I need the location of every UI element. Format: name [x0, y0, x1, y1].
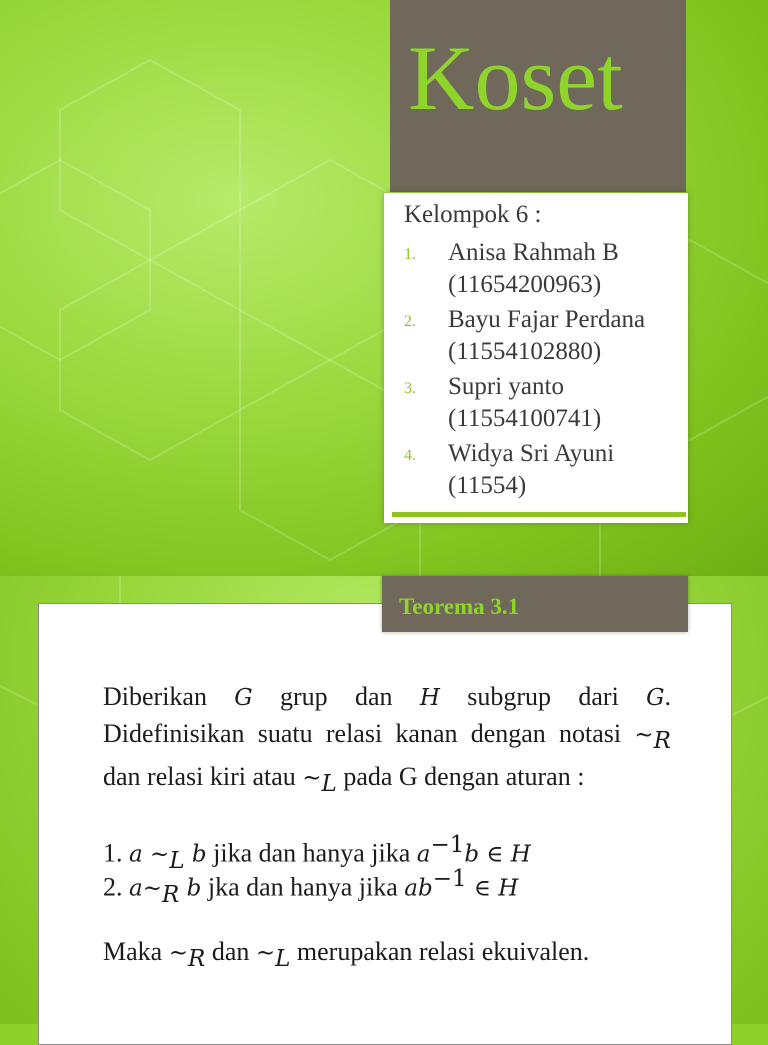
- group-label: Kelompok 6 :: [404, 201, 542, 228]
- text-run: merupakan relasi ekuivalen.: [290, 937, 590, 966]
- math-symbol: ∼: [302, 765, 322, 792]
- list-item: [404, 304, 684, 368]
- math-symbol: G: [646, 685, 665, 711]
- title-panel: [390, 0, 686, 192]
- theorem-content-box: [38, 603, 732, 1045]
- theorem-heading: Teorema 3.1: [399, 594, 520, 619]
- member-name: Supri yanto: [448, 373, 564, 400]
- list-item: [404, 237, 684, 301]
- math-symbol: G: [234, 685, 253, 711]
- math-symbol: a: [129, 875, 143, 902]
- math-symbol: b ∈ H: [464, 841, 531, 868]
- math-subscript: L: [275, 946, 291, 973]
- math-superscript: −1: [430, 832, 465, 858]
- member-id: (11554102880): [448, 338, 602, 365]
- math-symbol: ∈ H: [466, 875, 519, 902]
- member-name: Bayu Fajar Perdana: [448, 306, 646, 333]
- group-info-panel: [384, 193, 688, 523]
- text-run: Diberikan: [103, 682, 235, 711]
- list-number: 3.: [404, 380, 416, 397]
- math-subscript: R: [653, 728, 671, 755]
- math-symbol: a: [129, 841, 143, 868]
- math-subscript: L: [321, 771, 337, 798]
- text-run: jika dan hanya jika: [206, 838, 417, 868]
- theorem-heading-panel: [382, 576, 688, 632]
- list-item: [404, 438, 684, 502]
- math-subscript: L: [169, 847, 185, 874]
- member-id: (11554): [448, 472, 527, 499]
- math-subscript: R: [187, 946, 206, 973]
- list-number: 2.: [404, 313, 416, 330]
- math-symbol: H: [419, 685, 440, 711]
- text-run: dan: [205, 937, 256, 966]
- math-symbol: ∼: [142, 875, 162, 902]
- math-symbol: b: [184, 841, 207, 868]
- math-symbol: ∼: [634, 722, 654, 748]
- text-run: 1.: [103, 838, 129, 868]
- math-subscript: R: [162, 881, 180, 908]
- list-item: [404, 371, 684, 435]
- member-name: Anisa Rahmah B: [448, 239, 619, 266]
- member-id: (11554100741): [448, 405, 602, 432]
- text-run: Maka: [103, 937, 169, 966]
- math-symbol: b: [179, 875, 202, 902]
- math-superscript: −1: [432, 866, 467, 892]
- text-run: jka dan hanya jika: [201, 872, 405, 902]
- text-run: grup dan: [252, 682, 420, 711]
- list-number: 1.: [404, 246, 416, 263]
- text-run: subgrup dari: [439, 682, 647, 711]
- list-number: 4.: [404, 447, 416, 464]
- member-id: (11654200963): [448, 271, 602, 298]
- theorem-paragraph: [103, 679, 671, 802]
- math-symbol: ∼: [168, 940, 188, 966]
- text-run: dan relasi kiri atau: [103, 762, 303, 792]
- rule-2: [103, 866, 518, 908]
- math-symbol: ∼: [142, 841, 170, 868]
- conclusion: [103, 937, 589, 972]
- math-symbol: a: [416, 841, 431, 868]
- math-symbol: ∼: [255, 940, 276, 966]
- member-name: Widya Sri Ayuni: [448, 440, 615, 467]
- accent-bar: [392, 512, 686, 517]
- text-run: . Didefinisikan suatu relasi kanan dengan notasi: [103, 682, 672, 748]
- member-list: [404, 237, 684, 505]
- text-run: 2.: [103, 872, 129, 902]
- slide-title-text: Koset: [408, 27, 623, 129]
- math-symbol: ab: [404, 875, 433, 902]
- text-run: pada G dengan aturan :: [336, 762, 585, 792]
